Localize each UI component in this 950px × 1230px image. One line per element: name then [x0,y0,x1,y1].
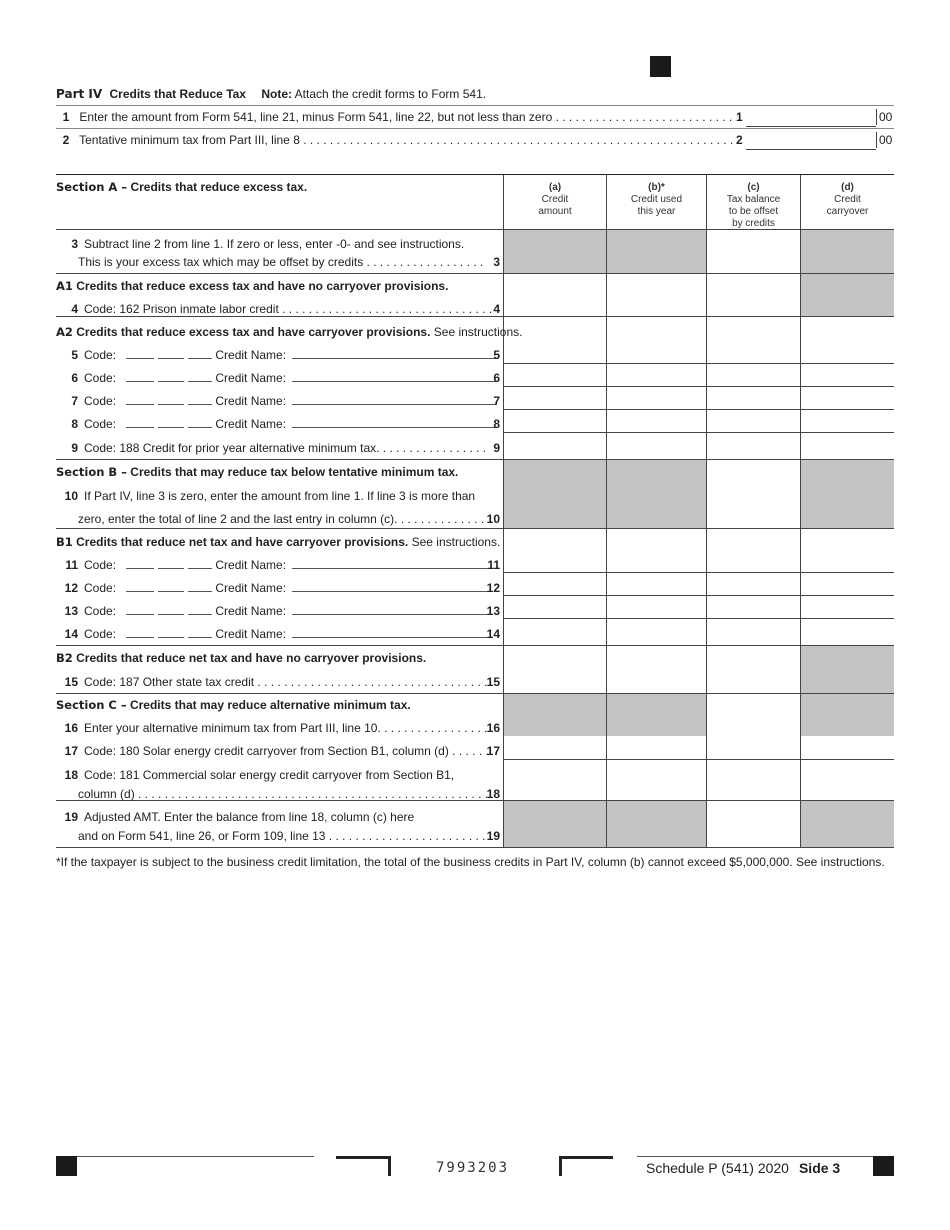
shaded-cell [801,801,894,847]
part-label: Part IV [56,87,103,101]
line-1-number: 1 [736,110,743,124]
credit-name-field[interactable] [292,349,496,359]
shaded-cell [801,230,894,273]
shaded-cell [607,694,706,736]
side-label: Side 3 [798,1160,841,1176]
line-1-amount-field[interactable] [746,126,876,127]
shaded-cell [801,646,894,693]
note-label: Note: [261,87,292,101]
section-a-heading: Section A – Credits that reduce excess tax. [56,180,308,194]
column-divider [503,175,504,847]
row-divider [56,847,894,848]
cell-divider [503,432,894,433]
credit-name-field[interactable] [292,582,490,592]
column-divider [606,175,607,847]
footer-bracket-right-stem [559,1156,562,1176]
code-field[interactable] [126,395,212,405]
cell-divider [503,759,894,760]
line-19-description: 19 Adjusted AMT. Enter the balance from line 18, column (c) here [64,810,415,824]
code-field[interactable] [126,418,212,428]
divider [56,128,894,129]
shaded-cell [607,460,706,528]
shaded-cell [801,460,894,528]
line-15-number: 15 [486,675,500,689]
line-4-description: 4 Code: 162 Prison inmate labor credit . . . . . . . . . . . . . . . . . . . . . . . . . . . . . . . . [71,302,493,316]
shaded-cell [607,230,706,273]
shaded-cell [801,274,894,316]
line-18-description: 18 Code: 181 Commercial solar energy credit carryover from Section B1, [64,768,455,782]
line-5-code-entry: 5 Code: Credit Name: [56,347,496,363]
cell-divider [503,618,894,619]
code-field[interactable] [126,349,212,359]
line-13-code-entry: 13 Code: Credit Name: [56,603,490,619]
note-text: Attach the credit forms to Form 541. [294,87,487,101]
shaded-cell [504,230,606,273]
part-iv-header [56,87,486,101]
registration-mark-top [650,56,671,77]
cell-divider [503,409,894,410]
line-10-description: 10 If Part IV, line 3 is zero, enter the amount from line 1. If line 3 is more than [64,489,476,503]
shaded-cell [607,801,706,847]
cell-divider [503,363,894,364]
line-9-description: 9 Code: 188 Credit for prior year alternative minimum tax. . . . . . . . . . . . . . . . . [71,441,487,455]
shaded-cell [504,694,606,736]
section-c-heading: Section C – Credits that may reduce alternative minimum tax. [56,698,411,712]
row-divider [56,459,894,460]
a2-heading: A2 Credits that reduce excess tax and have carryover provisions. See instructions. [56,325,523,339]
footnote: *If the taxpayer is subject to the business credit limitation, the total of the business credits in Part IV, column (b) cannot exceed $5,000,000. See instructions. [56,855,885,869]
cell-divider [503,572,894,573]
credit-name-field[interactable] [292,372,496,382]
row-divider [56,273,894,274]
cell-divider [503,595,894,596]
line-7-code-entry: 7 Code: Credit Name: [56,393,496,409]
cell-divider [503,386,894,387]
line-16-description: 16 Enter your alternative minimum tax from Part III, line 10. . . . . . . . . . . . . . . . . [64,721,488,735]
line-19-number: 19 [486,829,500,843]
footer-bracket-left-stem [388,1156,391,1176]
row-divider [56,693,894,694]
row-divider [56,528,894,529]
column-header-b: (b)* Credit used this year [630,182,683,217]
line-8-code-entry: 8 Code: Credit Name: [56,416,496,432]
column-header-d: (d) Credit carryover [826,182,869,217]
line-2-cents: 00 [876,132,892,148]
line-1-cents: 00 [876,109,892,125]
divider [56,105,894,106]
column-divider [800,175,801,847]
part-title: Credits that Reduce Tax [109,87,246,101]
line-9-number: 9 [493,441,500,455]
footer-bracket-left [336,1156,390,1159]
line-15-description: 15 Code: 187 Other state tax credit . . . . . . . . . . . . . . . . . . . . . . . . . . . . . . . . . . . [64,675,488,689]
registration-mark-bottom-right [873,1156,894,1176]
section-b-heading: Section B – Credits that may reduce tax below tentative minimum tax. [56,465,459,479]
b2-heading: B2 Credits that reduce net tax and have no carryover provisions. [56,651,427,665]
line-16-number: 16 [486,721,500,735]
credit-name-field[interactable] [292,418,496,428]
code-field[interactable] [126,605,212,615]
line-3-number: 3 [493,255,500,269]
line-12-code-entry: 12 Code: Credit Name: [56,580,490,596]
registration-mark-bottom-left [56,1156,77,1176]
form-code: 7993203 [436,1160,510,1176]
line-2-description: 2 Tentative minimum tax from Part III, line 8 . . . . . . . . . . . . . . . . . . . . . . . . . . . . . . . . . . . . . . . . . . . . . . . . . . . . . . . . . . . . . . . . . [62,133,734,147]
line-14-code-entry: 14 Code: Credit Name: [56,626,490,642]
column-header-a: (a) Credit amount [538,182,572,217]
column-divider [706,175,707,847]
line-4-number: 4 [493,302,500,316]
shaded-cell [801,694,894,736]
line-6-code-entry: 6 Code: Credit Name: [56,370,496,386]
row-divider [56,645,894,646]
code-field[interactable] [126,372,212,382]
footer-line [77,1156,314,1157]
credit-name-field[interactable] [292,395,496,405]
line-17-description: 17 Code: 180 Solar energy credit carryover from Section B1, column (d) . . . . . . [64,744,489,758]
credit-name-field[interactable] [292,559,490,569]
line-3-description: 3 Subtract line 2 from line 1. If zero or less, enter -0- and see instructions. [71,237,465,251]
shaded-cell [504,801,606,847]
line-18-number: 18 [486,787,500,801]
credits-table: (a) Credit amount (b)* Credit used this year (c) Tax balance to be offset by credits (d) Credit carryover Section A – Credits that reduce excess tax. 3 Subtract line 2 from line 1. If zero or less, enter -0- and see instructions. This is your excess tax which may be offset by credits . . . . . . . . . . . . . . . . . . 3 A1 Credits that reduce excess tax and have no carryover provisions. 4 Code: 162 Prison inmate labor credit . . . . . . . . . . . . . . . . . . . . . . . . . . . . . . . . 4 A2 Credits that reduce excess tax and have carryover provisions. See instructions. 5 Code: Credit Name: 5 6 Code: Credit Name: 6 7 Code: Credit Name: 7 8 Code: Credit Name: 8 9 Code: 188 Credit for prior year alternative minimum tax. . . . . . . . . . . . . . . . . 9 Section B – Credits that may reduce tax below tentative minimum tax. 10 If Part IV, line 3 is zero, enter the amount from line 1. If line 3 is more than zero, enter the total of line 2 and the last entry in column (c). . . . . . . . . . . . . . 10 B1 Credits that reduce net tax and have carryover provisions. See instructions. 11 Code: Credit Name: 11 12 Code: Credit Name: 12 13 Code: Credit Name: 13 14 Code: Credit Name: 14 B2 Credits that reduce net tax and have no carryover provisions. 15 Code: 187 Other state tax credit . . . . . . . . . . . . . . . . . . . . . . . . . . . . . . . . . . . 15 Section C – Credits that may reduce alternative minimum tax. 16 Enter your alternative minimum tax from Part III, line 10. . . . . . . . . . . . . . . . . 16 17 Code: 180 Solar energy credit carryover from Section B1, column (d) . . . . . . 17 18 Code: 181 Commercial solar energy credit carryover from Section B1, column (d) . . . . . . . . . . . . . . . . . . . . . . . . . . . . . . . . . . . . . . . . . . . . . . . . . . . . . 18 19 Adjusted AMT. Enter the balance from line 18, column (c) here and on Form 541, line 26, or Form 109, line 13 . . . . . . . . . . . . . . . . . . . . . . . . 19 [56,174,894,846]
form-name: Schedule P (541) 2020 Side 3 [646,1160,841,1176]
line-17-number: 17 [486,744,500,758]
b1-heading: B1 Credits that reduce net tax and have carryover provisions. See instructions. [56,535,501,549]
line-2-amount-field[interactable] [746,149,876,150]
code-field[interactable] [126,559,212,569]
credit-name-field[interactable] [292,628,490,638]
line-2-number: 2 [736,133,743,147]
line-10-number: 10 [486,512,500,526]
footer-line [637,1156,873,1157]
credit-name-field[interactable] [292,605,490,615]
line-11-code-entry: 11 Code: Credit Name: [56,557,490,573]
code-field[interactable] [126,582,212,592]
shaded-cell [504,460,606,528]
column-header-c: (c) Tax balance to be offset by credits [726,182,781,229]
code-field[interactable] [126,628,212,638]
a1-heading: A1 Credits that reduce excess tax and have no carryover provisions. [56,279,449,293]
line-1-description: 1 Enter the amount from Form 541, line 21, minus Form 541, line 22, but not less than zero . . . . . . . . . . . . . . . . . . . . . . . . . . . [62,110,733,124]
footer-bracket-right [559,1156,613,1159]
